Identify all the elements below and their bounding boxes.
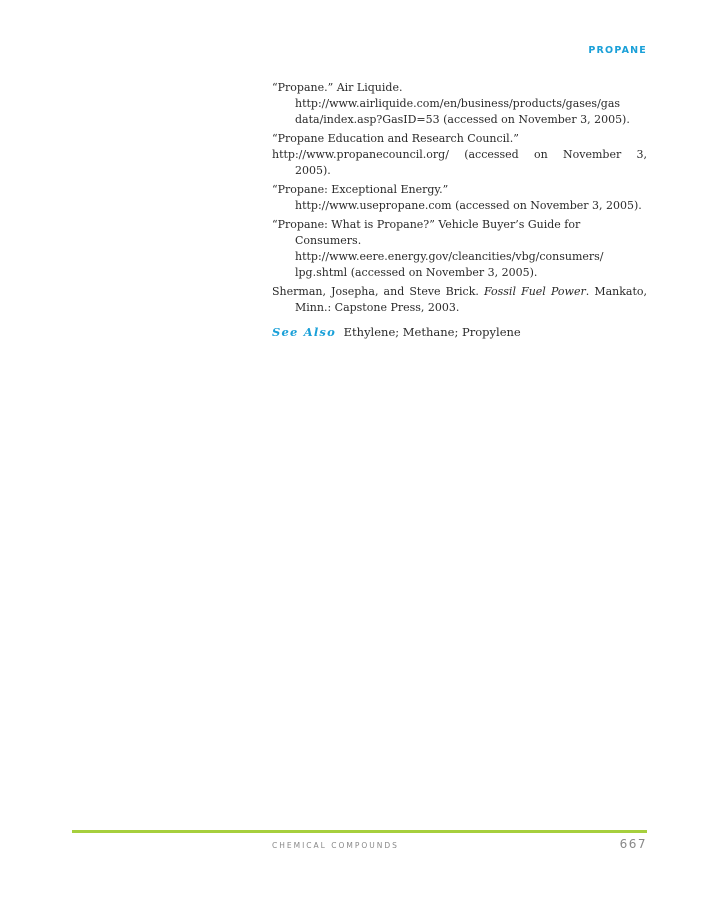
reference-use-propane [272,182,647,214]
reference-url: http://www.usepropane.com (accessed on November 3, 2005). [295,199,642,212]
references-list [272,80,647,319]
reference-line [272,284,648,300]
see-also [272,325,521,339]
reference-text: data/index.asp?GasID=53 (accessed on November 3, 2005). [295,113,630,126]
reference-text: “Propane: Exceptional Energy.” [272,183,449,196]
footer-rule [72,830,647,833]
reference-authors: Sherman, Josepha, and Steve Brick. [272,285,479,298]
reference-book-title: Fossil Fuel Power [483,285,586,298]
reference-vehicle-buyers-guide [272,217,647,281]
reference-text: “Propane: What is Propane?” Vehicle Buyer’s Guide for Consumers. [272,218,581,247]
see-also-items: Ethylene; Methane; Propylene [343,325,521,339]
reference-text: “Propane.” Air Liquide. [272,81,403,94]
reference-publisher: Minn.: Capstone Press, 2003. [295,301,460,314]
reference-propane-council [272,131,647,179]
running-head: PROPANE [588,45,647,56]
reference-url: http://www.airliquide.com/en/business/products/gases/gas [295,97,621,110]
reference-text: 2005). [295,164,331,177]
see-also-label: See Also [272,325,336,339]
reference-sherman-brick [272,284,647,316]
reference-air-liquide [272,80,647,128]
reference-text: . Mankato, [585,285,648,298]
reference-url: http://www.propanecouncil.org/ (accessed on November 3, [272,148,647,161]
reference-text: “Propane Education and Research Council.” [272,132,519,145]
page-number: 667 [619,837,647,851]
reference-text: lpg.shtml (accessed on November 3, 2005). [295,266,538,279]
reference-url: http://www.eere.energy.gov/cleancities/vbg/consumers/ [295,250,604,263]
footer-book-title: CHEMICAL COMPOUNDS [272,841,399,850]
